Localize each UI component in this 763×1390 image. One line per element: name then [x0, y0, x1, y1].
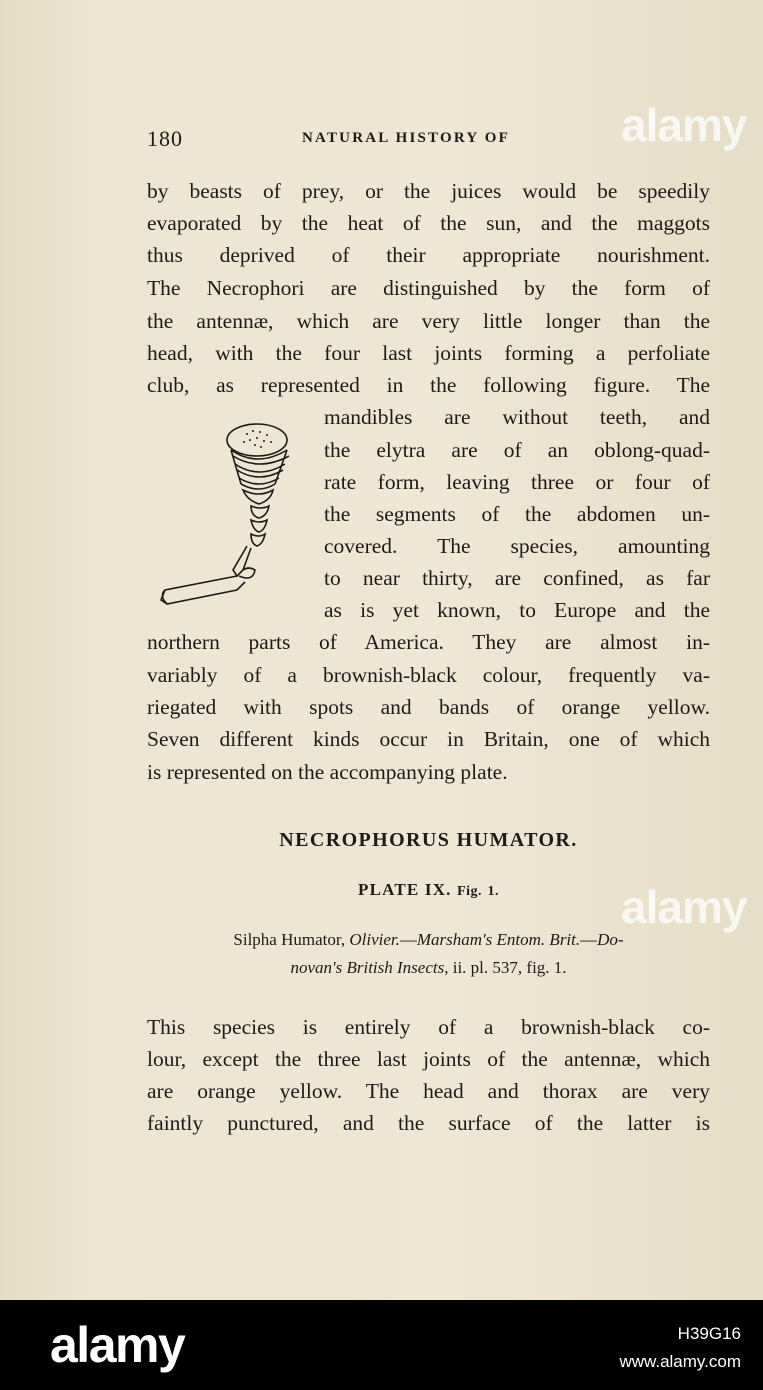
- text-line: northern parts of America. They are almost in-: [147, 630, 710, 654]
- text-line: This species is entirely of a brownish-black co-: [147, 1015, 710, 1039]
- text-line: by beasts of prey, or the juices would be speedily: [147, 179, 710, 203]
- text-line: as is yet known, to Europe and the: [324, 598, 710, 622]
- text-line: evaporated by the heat of the sun, and the maggots: [147, 211, 710, 235]
- text-line: the segments of the abdomen un-: [324, 502, 710, 526]
- plate-label: PLATE IX.: [358, 880, 452, 899]
- synonym-reference: Do-: [597, 930, 624, 949]
- running-title: NATURAL HISTORY OF: [302, 130, 510, 146]
- text-line: are orange yellow. The head and thorax are very: [147, 1079, 710, 1103]
- synonym-reference: Marsham's Entom. Brit.: [416, 930, 581, 949]
- image-id: H39G16: [677, 1324, 741, 1343]
- text-line: mandibles are without teeth, and: [324, 405, 710, 429]
- text-line: to near thirty, are confined, as far: [324, 566, 710, 590]
- watermark: alamy: [621, 881, 747, 933]
- text-line: riegated with spots and bands of orange yellow.: [147, 695, 710, 719]
- text-line: lour, except the three last joints of the antennæ, which: [147, 1047, 710, 1071]
- text-line: is represented on the accompanying plate.: [147, 760, 508, 784]
- text-line: thus deprived of their appropriate nourishment.: [147, 243, 710, 267]
- synonym-author: Olivier.: [349, 930, 400, 949]
- synonym-dash: —: [580, 930, 598, 949]
- text-line: Seven different kinds occur in Britain, one of which: [147, 727, 710, 751]
- species-title: NECROPHORUS HUMATOR.: [279, 829, 578, 851]
- text-line: the elytra are of an oblong-quad-: [324, 438, 710, 462]
- synonym-dash: —: [399, 930, 417, 949]
- text-line: faintly punctured, and the surface of the latter is: [147, 1111, 710, 1135]
- synonymy-line: [147, 958, 710, 978]
- synonym-citation: , ii. pl. 537, fig. 1.: [444, 958, 567, 977]
- synonym-reference: novan's British Insects: [290, 958, 445, 977]
- site-url: www.alamy.com: [619, 1352, 741, 1371]
- page-number: 180: [147, 126, 183, 151]
- text-line: club, as represented in the following figure. The: [147, 373, 710, 397]
- text-line: variably of a brownish-black colour, frequently va-: [147, 663, 710, 687]
- text-line: head, with the four last joints forming a perfoliate: [147, 341, 710, 365]
- text-line: rate form, leaving three or four of: [324, 470, 710, 494]
- synonym-name: Silpha Humator,: [233, 930, 346, 949]
- fig-label: Fig.: [457, 884, 483, 899]
- alamy-logo: alamy: [50, 1317, 185, 1373]
- text-line: covered. The species, amounting: [324, 534, 710, 558]
- watermark: alamy: [621, 99, 747, 151]
- fig-number: 1.: [487, 884, 499, 899]
- text-line: The Necrophori are distinguished by the form of: [147, 276, 710, 300]
- antenna-figure: [155, 420, 315, 615]
- text-line: the antennæ, which are very little longer than the: [147, 309, 710, 333]
